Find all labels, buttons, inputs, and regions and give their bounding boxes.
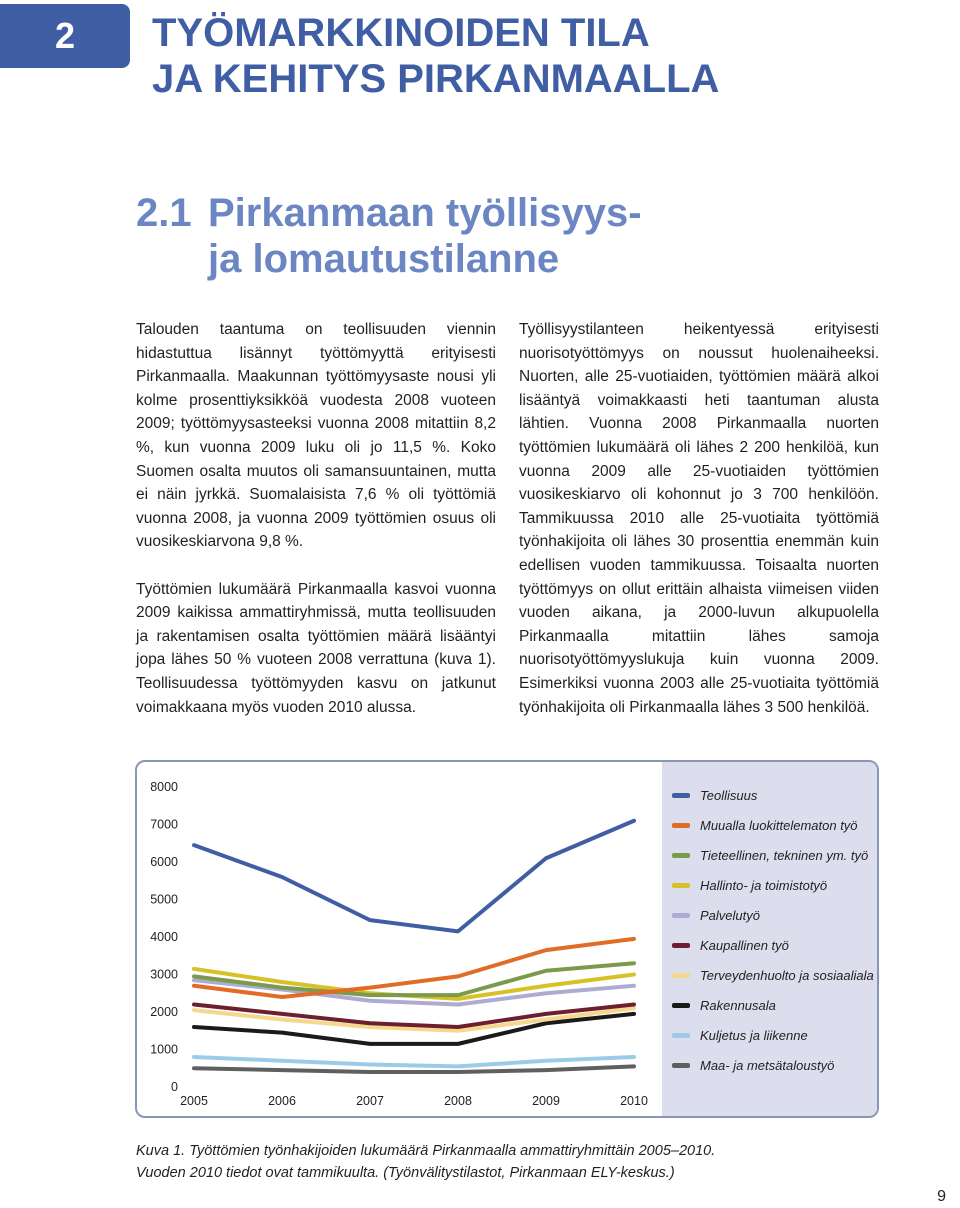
- y-tick-label: 0: [171, 1080, 178, 1094]
- x-tick-label: 2005: [180, 1094, 208, 1108]
- legend-entry: [672, 965, 874, 985]
- chapter-title-line2: JA KEHITYS PIRKANMAALLA: [152, 57, 720, 101]
- figure-caption: [136, 1140, 715, 1184]
- section-title-line2: ja lomautustilanne: [208, 237, 560, 281]
- body-right-column: [519, 318, 879, 743]
- legend-label: Muualla luokittelematon työ: [700, 817, 858, 833]
- caption-line1: Kuva 1. Työttömien työnhakijoiden lukumäärä Pirkanmaalla ammattiryhmittäin 2005–2010.: [136, 1143, 716, 1159]
- paragraph: Talouden taantuma on teollisuuden viennin hidastuttua lisännyt työttömyyttä erityisesti Pirkanmaalla. Maakunnan työttömyysaste nousi yli kolme prosenttiyksikköä vuodesta 2008 vuoteen 2009; työttömyysasteeksi vuonna 2008 mitattiin 8,2 %, kun vuonna 2009 luku oli jo 11,5 %. Koko Suomen osalta muutos oli samansuuntainen, mutta ei näin jyrkkä. Suomalaisista 7,6 % oli työttömiä vuonna 2008, ja vuonna 2009 työttömien osuus oli vuosikeskiarvona 9,8 %.: [136, 321, 496, 551]
- section-title-line1: Pirkanmaan työllisyys-: [208, 191, 642, 235]
- section-title: [208, 190, 642, 282]
- caption-line2: Vuoden 2010 tiedot ovat tammikuulta. (Työnvälitystilastot, Pirkanmaan ELY-keskus.): [136, 1165, 675, 1181]
- chapter-number-badge: [0, 4, 130, 68]
- x-tick-label: 2006: [268, 1094, 296, 1108]
- legend-entry: [672, 875, 827, 895]
- x-tick-label: 2007: [356, 1094, 384, 1108]
- legend-swatch: [672, 1063, 690, 1068]
- series-line: [194, 821, 634, 932]
- paragraph: Työllisyystilanteen heikentyessä erityisesti nuorisotyöttömyys on noussut huolenaiheeksi. Nuorten, alle 25-vuotiaiden, työttömien määrä alkoi lisääntyä voimakkaasti heti taantuman alusta lähtien. Vuonna 2008 Pirkanmaalla nuorten työttömien lukumäärä oli lähes 2 200 henkilöä, kun vuonna 2009 alle 25-vuotiaiden työttömien vuosikeskiarvo oli kohonnut jo 3 700 henkilöön. Tammikuussa 2010 alle 25-vuotiaita työttömiä työnhakijoita oli lähes 30 prosenttia enemmän kuin edellisen vuoden tammikuussa. Toisaalta nuorten työttömyys on ollut erittäin alhaista viimeisen viiden vuoden aikana, ja 2000-luvun alkupuolella Pirkanmaalla mitattiin lähes samoja nuorisotyöttömyyslukuja kuin vuonna 2009. Esimerkiksi vuonna 2003 alle 25-vuotiaita työttömiä työnhakijoita oli Pirkanmaalla lähes 3 500 henkilöä.: [519, 321, 879, 716]
- legend-label: Kaupallinen työ: [700, 937, 789, 953]
- x-tick-label: 2010: [620, 1094, 648, 1108]
- legend-swatch: [672, 1003, 690, 1008]
- x-tick-label: 2008: [444, 1094, 472, 1108]
- legend-entry: [672, 1025, 808, 1045]
- series-line: [194, 1057, 634, 1066]
- body-left-column: [136, 318, 496, 743]
- legend-swatch: [672, 883, 690, 888]
- y-tick-label: 4000: [150, 930, 178, 944]
- legend-entry: [672, 815, 858, 835]
- legend-label: Hallinto- ja toimistotyö: [700, 877, 828, 893]
- legend-entry: [672, 995, 776, 1015]
- legend-swatch: [672, 793, 690, 798]
- y-tick-label: 3000: [150, 967, 178, 982]
- y-tick-label: 1000: [150, 1042, 178, 1057]
- legend-label: Terveydenhuolto ja sosiaaliala: [700, 967, 874, 983]
- line-chart: [136, 761, 662, 1117]
- legend-swatch: [672, 913, 690, 918]
- x-tick-label: 2009: [532, 1094, 560, 1108]
- page-number: 9: [937, 1188, 946, 1205]
- legend-entry: [672, 905, 760, 925]
- legend-entry: [672, 845, 868, 865]
- legend-label: Teollisuus: [700, 787, 758, 803]
- chapter-title: [152, 10, 719, 102]
- y-tick-label: 6000: [150, 855, 178, 869]
- chapter-number: 2: [54, 15, 76, 56]
- y-tick-label: 7000: [150, 817, 178, 832]
- y-tick-label: 8000: [150, 780, 178, 794]
- legend-swatch: [672, 853, 690, 858]
- legend-label: Palvelutyö: [700, 907, 760, 923]
- section-number: 2.1: [136, 191, 192, 235]
- legend-swatch: [672, 973, 690, 978]
- chapter-title-line1: TYÖMARKKINOIDEN TILA: [152, 11, 650, 55]
- legend-label: Tieteellinen, tekninen ym. työ: [700, 847, 869, 863]
- y-tick-label: 5000: [150, 892, 178, 907]
- legend-label: Rakennusala: [700, 997, 776, 1013]
- legend-label: Kuljetus ja liikenne: [700, 1027, 808, 1043]
- legend-entry: [672, 785, 757, 805]
- legend-label: Maa- ja metsätaloustyö: [700, 1057, 835, 1073]
- legend-swatch: [672, 823, 690, 828]
- y-tick-label: 2000: [150, 1005, 178, 1019]
- paragraph: Työttömien lukumäärä Pirkanmaalla kasvoi vuonna 2009 kaikissa ammattiryhmissä, mutta teollisuuden ja rakentamisen osalta työttömien määrä lisääntyi jopa lähes 50 % vuoteen 2008 verrattuna (kuva 1). Teollisuudessa työttömyyden kasvu on jatkunut voimakkaana myös vuoden 2010 alussa.: [136, 580, 496, 716]
- legend-swatch: [672, 943, 690, 948]
- legend-swatch: [672, 1033, 690, 1038]
- legend-entry: [672, 1055, 834, 1075]
- legend-entry: [672, 935, 789, 955]
